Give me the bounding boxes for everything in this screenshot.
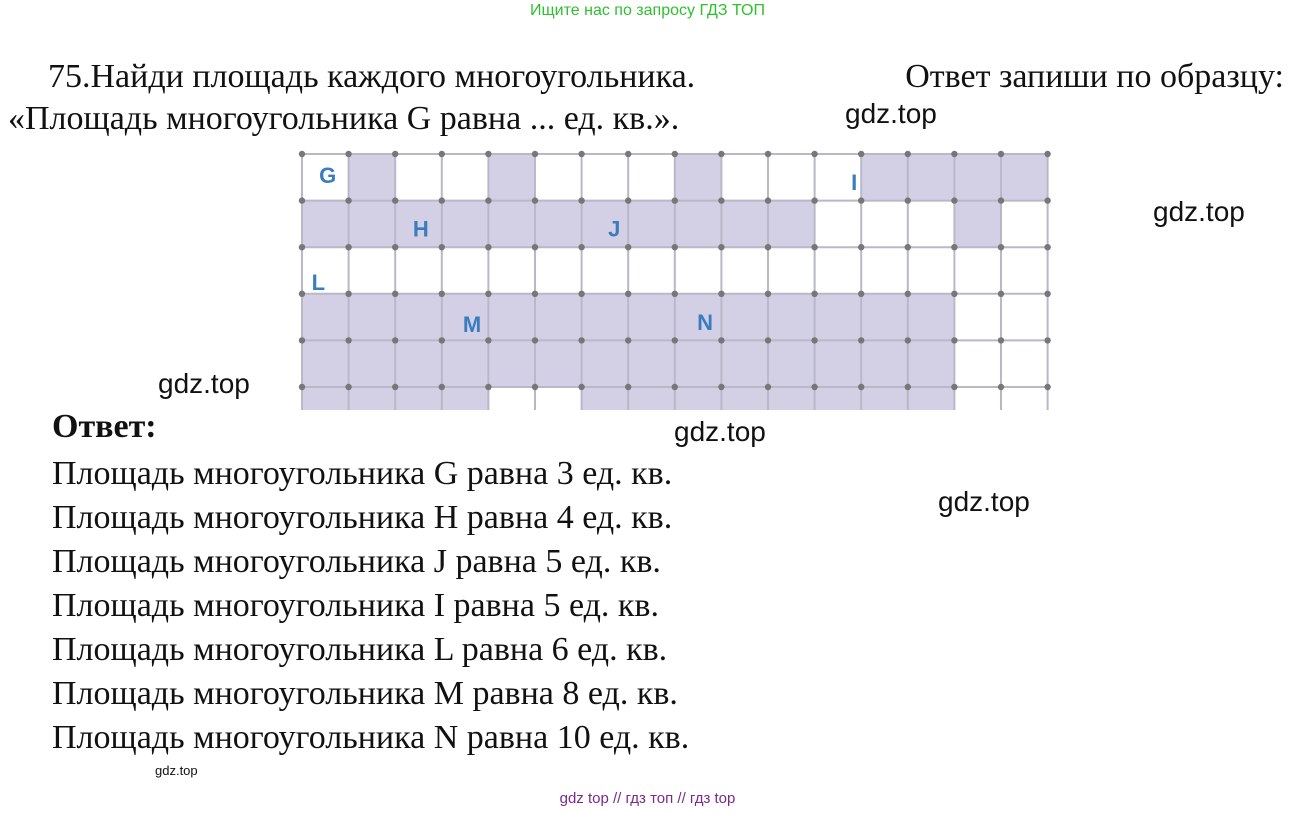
grid-dot: [299, 197, 305, 203]
grid-dot: [858, 244, 864, 250]
grid-dot: [345, 244, 351, 250]
shaded-cell: [908, 340, 955, 387]
shaded-cell: [675, 154, 722, 201]
shaded-cell: [582, 201, 629, 248]
answer-heading: Ответ:: [52, 408, 157, 445]
grid-dot: [672, 151, 678, 157]
shaded-cell: [488, 294, 535, 341]
grid-dot: [532, 151, 538, 157]
grid-dot: [532, 291, 538, 297]
shaded-cell: [721, 294, 768, 341]
grid-dot: [998, 244, 1004, 250]
grid-dot: [299, 151, 305, 157]
shaded-cell: [442, 201, 489, 248]
task-line-1: [8, 56, 1284, 98]
grid-dot: [811, 384, 817, 390]
grid-dot: [951, 244, 957, 250]
shaded-cell: [582, 340, 629, 387]
shaded-cell: [908, 387, 955, 410]
watermark: gdz.top: [1153, 196, 1245, 227]
grid-dot: [1044, 384, 1050, 390]
grid-dot: [765, 244, 771, 250]
grid-dot: [765, 337, 771, 343]
grid-dot: [998, 384, 1004, 390]
shaded-cell: [815, 294, 862, 341]
grid-dot: [1044, 291, 1050, 297]
polygon-label: N: [697, 309, 714, 335]
grid-dot: [672, 197, 678, 203]
grid-dot: [951, 291, 957, 297]
grid-dot: [811, 197, 817, 203]
shaded-cell: [721, 201, 768, 248]
shaded-cell: [861, 294, 908, 341]
answer-line-h: Площадь многоугольника H равна 4 ед. кв.: [52, 499, 673, 536]
grid-dot: [345, 197, 351, 203]
grid-dot: [625, 337, 631, 343]
shaded-cell: [628, 340, 675, 387]
grid-dot: [765, 384, 771, 390]
shaded-cell: [628, 387, 675, 410]
answer-line-m: Площадь многоугольника M равна 8 ед. кв.: [52, 675, 678, 712]
shaded-cell: [442, 340, 489, 387]
shaded-cell: [395, 387, 442, 410]
grid-dot: [439, 291, 445, 297]
task-question: 75.Найди площадь каждого многоугольника.: [48, 58, 696, 95]
grid-dot: [392, 151, 398, 157]
grid-dot: [672, 384, 678, 390]
grid-dot: [439, 244, 445, 250]
shaded-cell: [302, 340, 349, 387]
grid-dot: [672, 291, 678, 297]
grid-dot: [765, 291, 771, 297]
polygon-label: H: [412, 216, 429, 242]
shaded-cell: [721, 340, 768, 387]
shaded-cell: [535, 201, 582, 248]
grid-dot: [718, 244, 724, 250]
grid-dot: [998, 151, 1004, 157]
shaded-cell: [815, 387, 862, 410]
grid-dot: [392, 197, 398, 203]
grid-dot: [485, 151, 491, 157]
grid-dot: [905, 291, 911, 297]
grid-dot: [858, 151, 864, 157]
shaded-cell: [861, 154, 908, 201]
grid-dot: [578, 244, 584, 250]
grid-dot: [858, 197, 864, 203]
shaded-cell: [721, 387, 768, 410]
answer-line-g: Площадь многоугольника G равна 3 ед. кв.: [52, 455, 673, 492]
grid-dot: [485, 244, 491, 250]
grid-dot: [485, 197, 491, 203]
task-statement: [8, 56, 1284, 140]
grid-drawing: [268, 140, 1068, 410]
shaded-cell: [302, 387, 349, 410]
grid-dot: [625, 151, 631, 157]
shaded-cell: [954, 201, 1001, 248]
shaded-cell: [954, 154, 1001, 201]
grid-dot: [485, 384, 491, 390]
footer-links[interactable]: gdz top // гдз топ // гдз top: [559, 790, 736, 807]
grid-dot: [951, 384, 957, 390]
grid-dot: [439, 197, 445, 203]
shaded-cell: [349, 154, 396, 201]
grid-dot: [439, 384, 445, 390]
shaded-cell: [302, 294, 349, 341]
watermark: gdz.top: [674, 416, 766, 447]
shaded-cell: [582, 294, 629, 341]
shaded-cell: [768, 201, 815, 248]
grid-dot: [905, 197, 911, 203]
shaded-cell: [908, 154, 955, 201]
grid-dot: [345, 337, 351, 343]
grid-dot: [625, 291, 631, 297]
grid-dot: [1044, 244, 1050, 250]
grid-dot: [485, 291, 491, 297]
shaded-cell: [349, 201, 396, 248]
task-template: «Площадь многоугольника G равна ... ед. кв.».: [8, 100, 680, 137]
grid-dot: [578, 291, 584, 297]
task-instruction: Ответ запиши по образцу:: [905, 58, 1284, 95]
grid-dot: [578, 197, 584, 203]
polygon-label: I: [851, 169, 858, 195]
shaded-cell: [861, 387, 908, 410]
shaded-cell: [349, 340, 396, 387]
polygon-label: M: [462, 312, 482, 338]
grid-dot: [718, 151, 724, 157]
watermark: gdz.top: [845, 98, 937, 129]
grid-dot: [578, 337, 584, 343]
shaded-cell: [488, 154, 535, 201]
answer-line-j: Площадь многоугольника J равна 5 ед. кв.: [52, 543, 661, 580]
grid-dot: [765, 151, 771, 157]
grid-dot: [299, 337, 305, 343]
watermark: gdz.top: [158, 368, 250, 399]
shaded-cell: [535, 340, 582, 387]
shaded-cell: [582, 387, 629, 410]
polygon-label: J: [608, 216, 621, 242]
shaded-cell: [675, 387, 722, 410]
grid-dot: [532, 197, 538, 203]
grid-dot: [392, 384, 398, 390]
watermark-small: gdz.top: [155, 763, 198, 778]
grid-dot: [532, 384, 538, 390]
shaded-cell: [395, 340, 442, 387]
grid-dot: [858, 337, 864, 343]
grid-dot: [718, 337, 724, 343]
grid-dot: [998, 197, 1004, 203]
grid-dot: [439, 337, 445, 343]
grid-dot: [718, 197, 724, 203]
answer-list: [52, 452, 689, 760]
grid-dot: [951, 197, 957, 203]
shaded-cell: [861, 340, 908, 387]
grid-dot: [345, 384, 351, 390]
grid-dot: [718, 384, 724, 390]
shaded-cell: [488, 340, 535, 387]
grid-dot: [299, 384, 305, 390]
site-banner[interactable]: Ищите нас по запросу ГДЗ ТОП: [530, 2, 765, 19]
shaded-cell: [395, 294, 442, 341]
answer-line-l: Площадь многоугольника L равна 6 ед. кв.: [52, 631, 668, 668]
polygons-figure: [268, 140, 1068, 410]
grid-dot: [299, 244, 305, 250]
grid-dot: [532, 244, 538, 250]
grid-dot: [858, 291, 864, 297]
grid-dot: [345, 151, 351, 157]
grid-dot: [998, 291, 1004, 297]
grid-dot: [811, 151, 817, 157]
grid-dot: [811, 337, 817, 343]
polygon-label: G: [319, 162, 337, 188]
shaded-cell: [302, 201, 349, 248]
grid-dot: [532, 337, 538, 343]
shaded-cell: [815, 340, 862, 387]
grid-dot: [345, 291, 351, 297]
grid-dot: [578, 384, 584, 390]
shaded-cell: [768, 340, 815, 387]
grid-dot: [1044, 197, 1050, 203]
polygon-label: L: [311, 270, 326, 296]
shaded-cell: [535, 294, 582, 341]
grid-dot: [811, 291, 817, 297]
shaded-cell: [768, 387, 815, 410]
shaded-cell: [488, 201, 535, 248]
shaded-cell: [768, 294, 815, 341]
grid-dot: [1044, 151, 1050, 157]
grid-dot: [718, 291, 724, 297]
grid-dot: [299, 291, 305, 297]
answer-line-n: Площадь многоугольника N равна 10 ед. кв.: [52, 719, 690, 756]
grid-dot: [625, 244, 631, 250]
shaded-cell: [628, 294, 675, 341]
shaded-cell: [349, 294, 396, 341]
watermark: gdz.top: [938, 486, 1030, 517]
grid-dot: [905, 151, 911, 157]
grid-dot: [811, 244, 817, 250]
grid-dot: [905, 244, 911, 250]
grid-dot: [1044, 337, 1050, 343]
shaded-cell: [442, 387, 489, 410]
grid-dot: [672, 337, 678, 343]
shaded-cell: [628, 201, 675, 248]
grid-dot: [392, 244, 398, 250]
grid-dot: [765, 197, 771, 203]
grid-dot: [905, 337, 911, 343]
answer-line-i: Площадь многоугольника I равна 5 ед. кв.: [52, 587, 659, 624]
grid-dot: [439, 151, 445, 157]
grid-dot: [998, 337, 1004, 343]
grid-dot: [625, 384, 631, 390]
grid-dot: [578, 151, 584, 157]
shaded-cell: [349, 387, 396, 410]
shaded-cell: [675, 201, 722, 248]
grid-dot: [951, 151, 957, 157]
grid-dot: [672, 244, 678, 250]
shaded-cell: [908, 294, 955, 341]
grid-dot: [392, 337, 398, 343]
shaded-cell: [1001, 154, 1048, 201]
grid-dot: [625, 197, 631, 203]
shaded-cell: [675, 340, 722, 387]
grid-dot: [485, 337, 491, 343]
grid-dot: [951, 337, 957, 343]
grid-dot: [392, 291, 398, 297]
grid-dot: [905, 384, 911, 390]
grid-dot: [858, 384, 864, 390]
